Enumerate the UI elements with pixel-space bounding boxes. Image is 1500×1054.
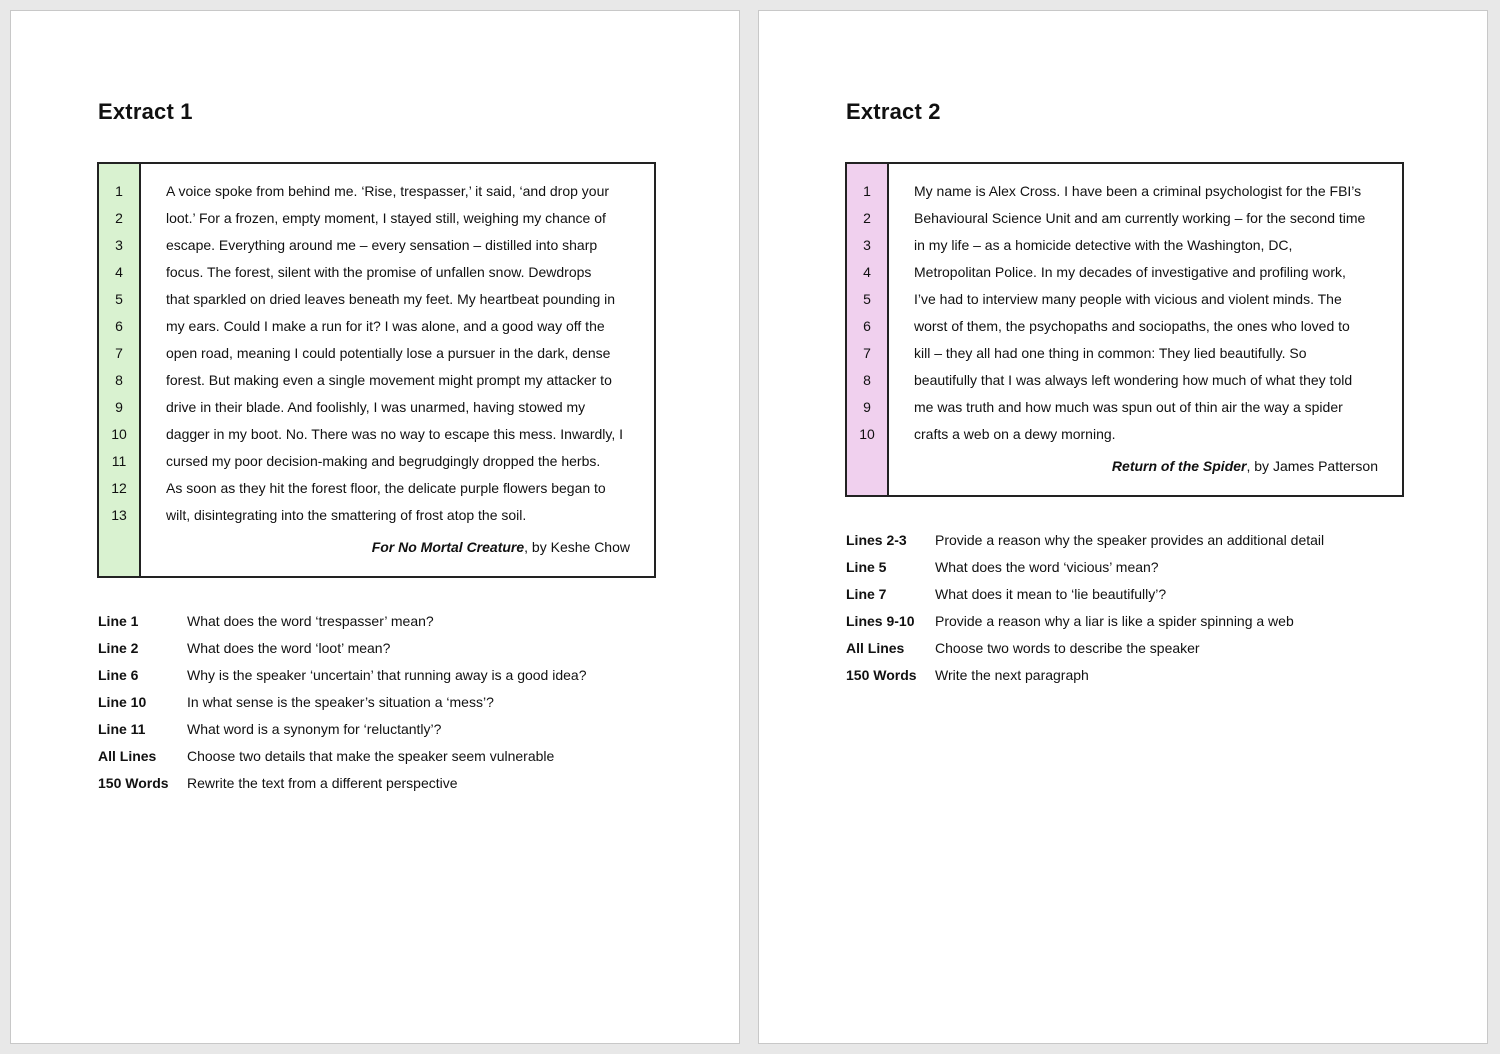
- text-line: As soon as they hit the forest floor, the delicate purple flowers began to: [166, 480, 606, 496]
- question-row: [98, 608, 587, 635]
- author: , by Keshe Chow: [524, 539, 630, 555]
- question-ref: Line 2: [98, 640, 139, 656]
- question-ref: Lines 9-10: [846, 613, 915, 629]
- author: , by James Patterson: [1246, 458, 1378, 474]
- book-title: For No Mortal Creature: [371, 539, 525, 555]
- line-number: 10: [111, 426, 127, 442]
- line-number: 3: [115, 237, 123, 253]
- question-row: [98, 689, 587, 716]
- questions-list: [846, 527, 1324, 689]
- line-number: 9: [115, 399, 123, 415]
- question-ref: 150 Words: [846, 667, 917, 683]
- text-line: that sparkled on dried leaves beneath my feet. My heartbeat pounding in: [166, 291, 616, 307]
- question-text: Provide a reason why a liar is like a spider spinning a web: [935, 613, 1294, 629]
- text-line: A voice spoke from behind me. ‘Rise, trespasser,’ it said, ‘and drop your: [166, 183, 610, 199]
- question-row: [846, 608, 1324, 635]
- question-text: In what sense is the speaker’s situation a ‘mess’?: [187, 694, 494, 710]
- question-text: What does the word ‘trespasser’ mean?: [187, 613, 434, 629]
- line-number: 12: [111, 480, 127, 496]
- text-line: crafts a web on a dewy morning.: [914, 426, 1116, 442]
- text-line: in my life – as a homicide detective with the Washington, DC,: [914, 237, 1293, 253]
- line-number: 7: [863, 345, 871, 361]
- question-text: Choose two details that make the speaker seem vulnerable: [187, 748, 555, 764]
- text-line: I’ve had to interview many people with vicious and violent minds. The: [914, 291, 1342, 307]
- text-line: escape. Everything around me – every sensation – distilled into sharp: [166, 237, 598, 253]
- question-row: [846, 662, 1324, 689]
- question-text: What does the word ‘vicious’ mean?: [935, 559, 1159, 575]
- text-line: focus. The forest, silent with the promise of unfallen snow. Dewdrops: [166, 264, 592, 280]
- line-number: 10: [859, 426, 875, 442]
- question-row: [98, 743, 587, 770]
- question-text: Choose two words to describe the speaker: [935, 640, 1200, 656]
- text-line: Metropolitan Police. In my decades of investigative and profiling work,: [914, 264, 1346, 280]
- line-number: 8: [863, 372, 871, 388]
- line-number: 3: [863, 237, 871, 253]
- question-text: Provide a reason why the speaker provides an additional detail: [935, 532, 1325, 548]
- question-text: What word is a synonym for ‘reluctantly’?: [187, 721, 442, 737]
- text-line: open road, meaning I could potentially lose a pursuer in the dark, dense: [166, 345, 611, 361]
- question-ref: Lines 2-3: [846, 532, 907, 548]
- attribution: [914, 457, 1378, 475]
- question-text: What does the word ‘loot’ mean?: [187, 640, 391, 656]
- text-line: Behavioural Science Unit and am currently working – for the second time: [914, 210, 1366, 226]
- questions-list: [98, 608, 587, 797]
- question-row: [98, 716, 587, 743]
- text-line: worst of them, the psychopaths and sociopaths, the ones who loved to: [914, 318, 1350, 334]
- question-ref: Line 6: [98, 667, 139, 683]
- question-row: [98, 635, 587, 662]
- question-row: [846, 527, 1324, 554]
- question-ref: All Lines: [846, 640, 905, 656]
- question-ref: Line 5: [846, 559, 887, 575]
- line-number: 1: [863, 183, 871, 199]
- question-ref: Line 10: [98, 694, 147, 710]
- line-number: 1: [115, 183, 123, 199]
- question-ref: Line 1: [98, 613, 139, 629]
- question-row: [98, 662, 587, 689]
- question-text: Write the next paragraph: [935, 667, 1089, 683]
- question-row: [846, 581, 1324, 608]
- question-row: [846, 635, 1324, 662]
- extract-text: [141, 164, 654, 576]
- text-line: loot.’ For a frozen, empty moment, I stayed still, weighing my chance of: [166, 210, 606, 226]
- line-number: 2: [863, 210, 871, 226]
- line-number: 7: [115, 345, 123, 361]
- book-title: Return of the Spider: [1111, 458, 1247, 474]
- question-ref: All Lines: [98, 748, 157, 764]
- text-line: drive in their blade. And foolishly, I was unarmed, having stowed my: [166, 399, 586, 415]
- question-row: [98, 770, 587, 797]
- line-number: 11: [111, 453, 127, 469]
- line-number: 13: [111, 507, 127, 523]
- question-ref: 150 Words: [98, 775, 169, 791]
- line-number: 4: [863, 264, 871, 280]
- question-ref: Line 7: [846, 586, 887, 602]
- line-number: 5: [115, 291, 123, 307]
- extract-box: [97, 162, 656, 578]
- question-text: What does it mean to ‘lie beautifully’?: [935, 586, 1167, 602]
- extract-title: Extract 2: [846, 99, 941, 124]
- text-line: beautifully that I was always left wondering how much of what they told: [914, 372, 1353, 388]
- text-line: cursed my poor decision-making and begrudgingly dropped the herbs.: [166, 453, 601, 469]
- question-ref: Line 11: [98, 721, 146, 737]
- text-line: My name is Alex Cross. I have been a criminal psychologist for the FBI’s: [914, 183, 1362, 199]
- line-number: 6: [115, 318, 123, 334]
- text-line: my ears. Could I make a run for it? I was alone, and a good way off the: [166, 318, 605, 334]
- line-number-column: [847, 164, 889, 495]
- line-number-column: [99, 164, 141, 576]
- extract-text: [889, 164, 1402, 495]
- line-number: 9: [863, 399, 871, 415]
- question-text: Rewrite the text from a different perspective: [187, 775, 458, 791]
- line-number: 5: [863, 291, 871, 307]
- question-text: Why is the speaker ‘uncertain’ that running away is a good idea?: [187, 667, 587, 683]
- attribution: [166, 538, 630, 556]
- extract-box: [845, 162, 1404, 497]
- text-line: wilt, disintegrating into the smattering of frost atop the soil.: [166, 507, 527, 523]
- extract-title: Extract 1: [98, 99, 193, 124]
- text-line: me was truth and how much was spun out of thin air the way a spider: [914, 399, 1343, 415]
- text-line: kill – they all had one thing in common: They lied beautifully. So: [914, 345, 1307, 361]
- document-page-1: [10, 10, 740, 1044]
- question-row: [846, 554, 1324, 581]
- line-number: 4: [115, 264, 123, 280]
- line-number: 6: [863, 318, 871, 334]
- line-number: 2: [115, 210, 123, 226]
- text-line: forest. But making even a single movement might prompt my attacker to: [166, 372, 612, 388]
- line-number: 8: [115, 372, 123, 388]
- document-page-2: [758, 10, 1488, 1044]
- text-line: dagger in my boot. No. There was no way to escape this mess. Inwardly, I: [166, 426, 624, 442]
